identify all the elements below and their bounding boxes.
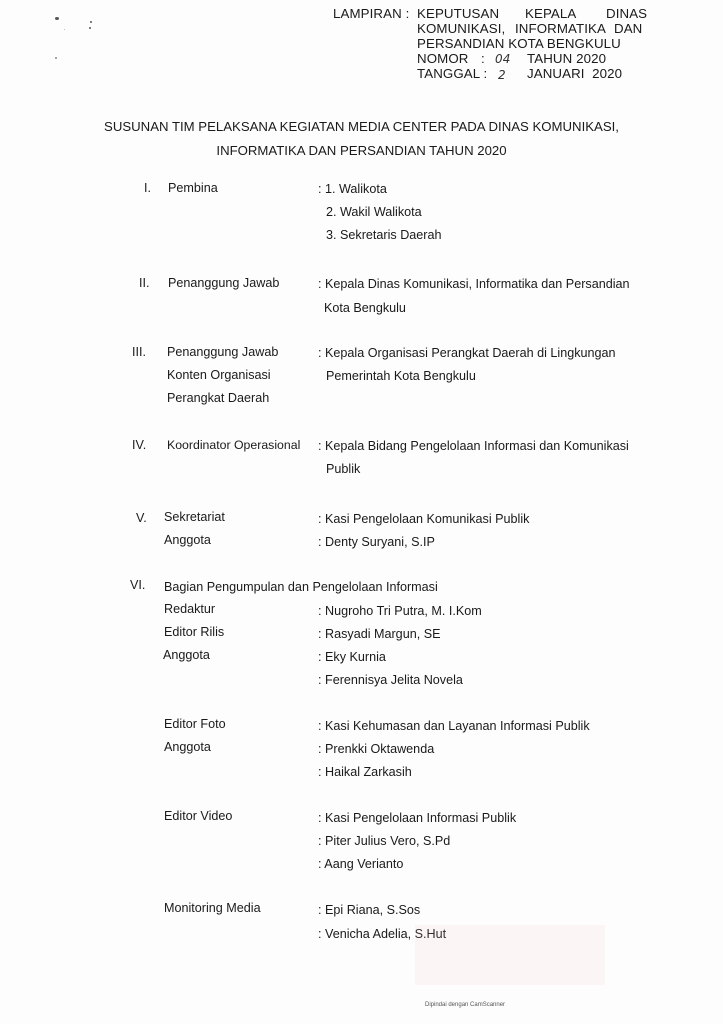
row-value: : Aang Verianto xyxy=(318,857,404,871)
section-value: : Denty Suryani, S.IP xyxy=(318,535,435,549)
nomor-label: NOMOR xyxy=(417,51,469,66)
section-number: II. xyxy=(139,276,150,290)
section-value: : Kepala Organisasi Perangkat Daerah di Lingkungan xyxy=(318,346,616,360)
section-label: Anggota xyxy=(164,533,211,547)
section-label: Penanggung Jawab xyxy=(167,345,279,359)
row-label: Editor Foto xyxy=(164,717,226,731)
section-value: : Kepala Dinas Komunikasi, Informatika dan Persandian xyxy=(318,277,630,291)
row-value: : Nugroho Tri Putra, M. I.Kom xyxy=(318,604,482,618)
row-label: Anggota xyxy=(163,648,210,662)
header-line1-word: DINAS xyxy=(606,6,648,21)
section-label: Koordinator Operasional xyxy=(167,438,301,452)
header-line2-word: INFORMATIKA xyxy=(515,21,606,36)
section-label: Konten Organisasi xyxy=(167,368,271,382)
row-label: Anggota xyxy=(164,740,211,754)
section-value: 2. Wakil Walikota xyxy=(326,205,422,219)
section-number: IV. xyxy=(132,438,147,452)
row-value: : Prenkki Oktawenda xyxy=(318,742,435,756)
section-value: Pemerintah Kota Bengkulu xyxy=(326,369,476,383)
section-value: Publik xyxy=(326,462,361,476)
header-line2-word: DAN xyxy=(614,21,643,36)
section-heading: Bagian Pengumpulan dan Pengelolaan Informasi xyxy=(164,580,438,594)
nomor-tahun: TAHUN 2020 xyxy=(527,51,607,66)
row-label: Monitoring Media xyxy=(164,901,261,915)
row-label: Editor Rilis xyxy=(164,625,225,639)
row-value: : Ferennisya Jelita Novela xyxy=(318,673,463,687)
nomor-colon: : xyxy=(481,51,485,66)
header-line1-word: KEPALA xyxy=(525,6,577,21)
scan-stain xyxy=(415,925,605,985)
section-value: Kota Bengkulu xyxy=(324,301,406,315)
nomor-value-handwritten: 04 xyxy=(495,52,511,66)
row-value: : Kasi Kehumasan dan Layanan Informasi Publik xyxy=(318,719,590,733)
tanggal-label: TANGGAL : xyxy=(417,66,488,81)
lampiran-label: LAMPIRAN : xyxy=(333,6,410,21)
section-number: III. xyxy=(132,345,146,359)
section-value: : 1. Walikota xyxy=(318,182,387,196)
row-value: : Venicha Adelia, S.Hut xyxy=(318,927,447,941)
tanggal-value-handwritten: 2 xyxy=(498,68,506,82)
scan-speck xyxy=(55,57,57,59)
document-title-line1: SUSUNAN TIM PELAKSANA KEGIATAN MEDIA CENTER PADA DINAS KOMUNIKASI, xyxy=(104,119,619,134)
header-line2-word: KOMUNIKASI, xyxy=(417,21,506,36)
row-value: : Rasyadi Margun, SE xyxy=(318,627,441,641)
section-number: I. xyxy=(144,181,151,195)
section-label: Penanggung Jawab xyxy=(168,276,280,290)
row-label: Editor Video xyxy=(164,809,233,823)
section-number: V. xyxy=(136,511,147,525)
header-line3: PERSANDIAN KOTA BENGKULU xyxy=(417,36,621,51)
row-value: : Piter Julius Vero, S.Pd xyxy=(318,834,451,848)
header-line1-word: KEPUTUSAN xyxy=(417,6,500,21)
scan-speck xyxy=(90,21,92,23)
scan-speck xyxy=(55,17,59,20)
scan-speck xyxy=(89,27,91,29)
row-value: : Epi Riana, S.Sos xyxy=(318,903,421,917)
row-label: Redaktur xyxy=(164,602,216,616)
section-number: VI. xyxy=(130,578,146,592)
row-value: : Kasi Pengelolaan Informasi Publik xyxy=(318,811,517,825)
section-value: : Kasi Pengelolaan Komunikasi Publik xyxy=(318,512,530,526)
section-label: Pembina xyxy=(168,181,218,195)
section-value: : Kepala Bidang Pengelolaan Informasi dan Komunikasi xyxy=(318,439,629,453)
scanner-footer-note: Dipindai dengan CamScanner xyxy=(425,1002,506,1008)
row-value: : Haikal Zarkasih xyxy=(318,765,412,779)
scan-speck xyxy=(64,29,65,30)
section-label: Sekretariat xyxy=(164,510,225,524)
document-title-line2: INFORMATIKA DAN PERSANDIAN TAHUN 2020 xyxy=(216,143,507,158)
section-label: Perangkat Daerah xyxy=(167,391,270,405)
row-value: : Eky Kurnia xyxy=(318,650,386,664)
tanggal-rest: JANUARI 2020 xyxy=(527,66,623,81)
section-value: 3. Sekretaris Daerah xyxy=(326,228,442,242)
